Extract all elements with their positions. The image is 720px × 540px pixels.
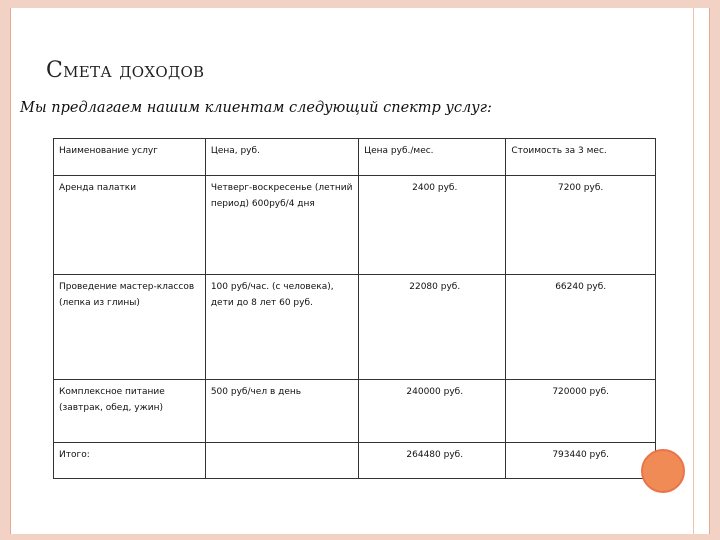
- cell-three-months: 66240 руб.: [506, 275, 656, 379]
- decorative-circle-icon: [641, 449, 685, 493]
- cell-monthly: 240000 руб.: [359, 379, 506, 442]
- frame-right-inner-line: [693, 0, 694, 540]
- frame-right-border: [710, 0, 720, 540]
- header-price: Цена, руб.: [205, 139, 358, 176]
- cell-price: Четверг-воскресенье (летний период) 600руб/4 дня: [205, 176, 358, 275]
- cell-total-three-months: 793440 руб.: [506, 442, 656, 478]
- cell-total-monthly: 264480 руб.: [359, 442, 506, 478]
- frame-bottom-border: [10, 534, 710, 540]
- cell-price: 500 руб/чел в день: [205, 379, 358, 442]
- cell-three-months: 720000 руб.: [506, 379, 656, 442]
- slide-subtitle: Мы предлагаем нашим клиентам следующий спектр услуг:: [20, 100, 492, 116]
- cell-service-name: Аренда палатки: [54, 176, 206, 275]
- cell-three-months: 7200 руб.: [506, 176, 656, 275]
- header-three-month-cost: Стоимость за 3 мес.: [506, 139, 656, 176]
- frame-top-border: [10, 0, 710, 8]
- cell-service-name: Комплексное питание (завтрак, обед, ужин): [54, 379, 206, 442]
- header-monthly-price: Цена руб./мес.: [359, 139, 506, 176]
- cell-total-price: [205, 442, 358, 478]
- table-row: [54, 275, 656, 379]
- cell-monthly: 22080 руб.: [359, 275, 506, 379]
- table-row: [54, 176, 656, 275]
- frame-left-line: [10, 0, 11, 540]
- cell-total-label: Итого:: [54, 442, 206, 478]
- table-header-row: [54, 139, 656, 176]
- table-row: [54, 379, 656, 442]
- income-estimate-table: [53, 138, 656, 479]
- header-service-name: Наименование услуг: [54, 139, 206, 176]
- table-total-row: [54, 442, 656, 478]
- slide-title: Смета доходов: [46, 58, 205, 83]
- frame-right-line: [709, 0, 710, 540]
- cell-price: 100 руб/час. (с человека), дети до 8 лет 60 руб.: [205, 275, 358, 379]
- cell-monthly: 2400 руб.: [359, 176, 506, 275]
- frame-left-border: [0, 0, 10, 540]
- cell-service-name: Проведение мастер-классов (лепка из глины): [54, 275, 206, 379]
